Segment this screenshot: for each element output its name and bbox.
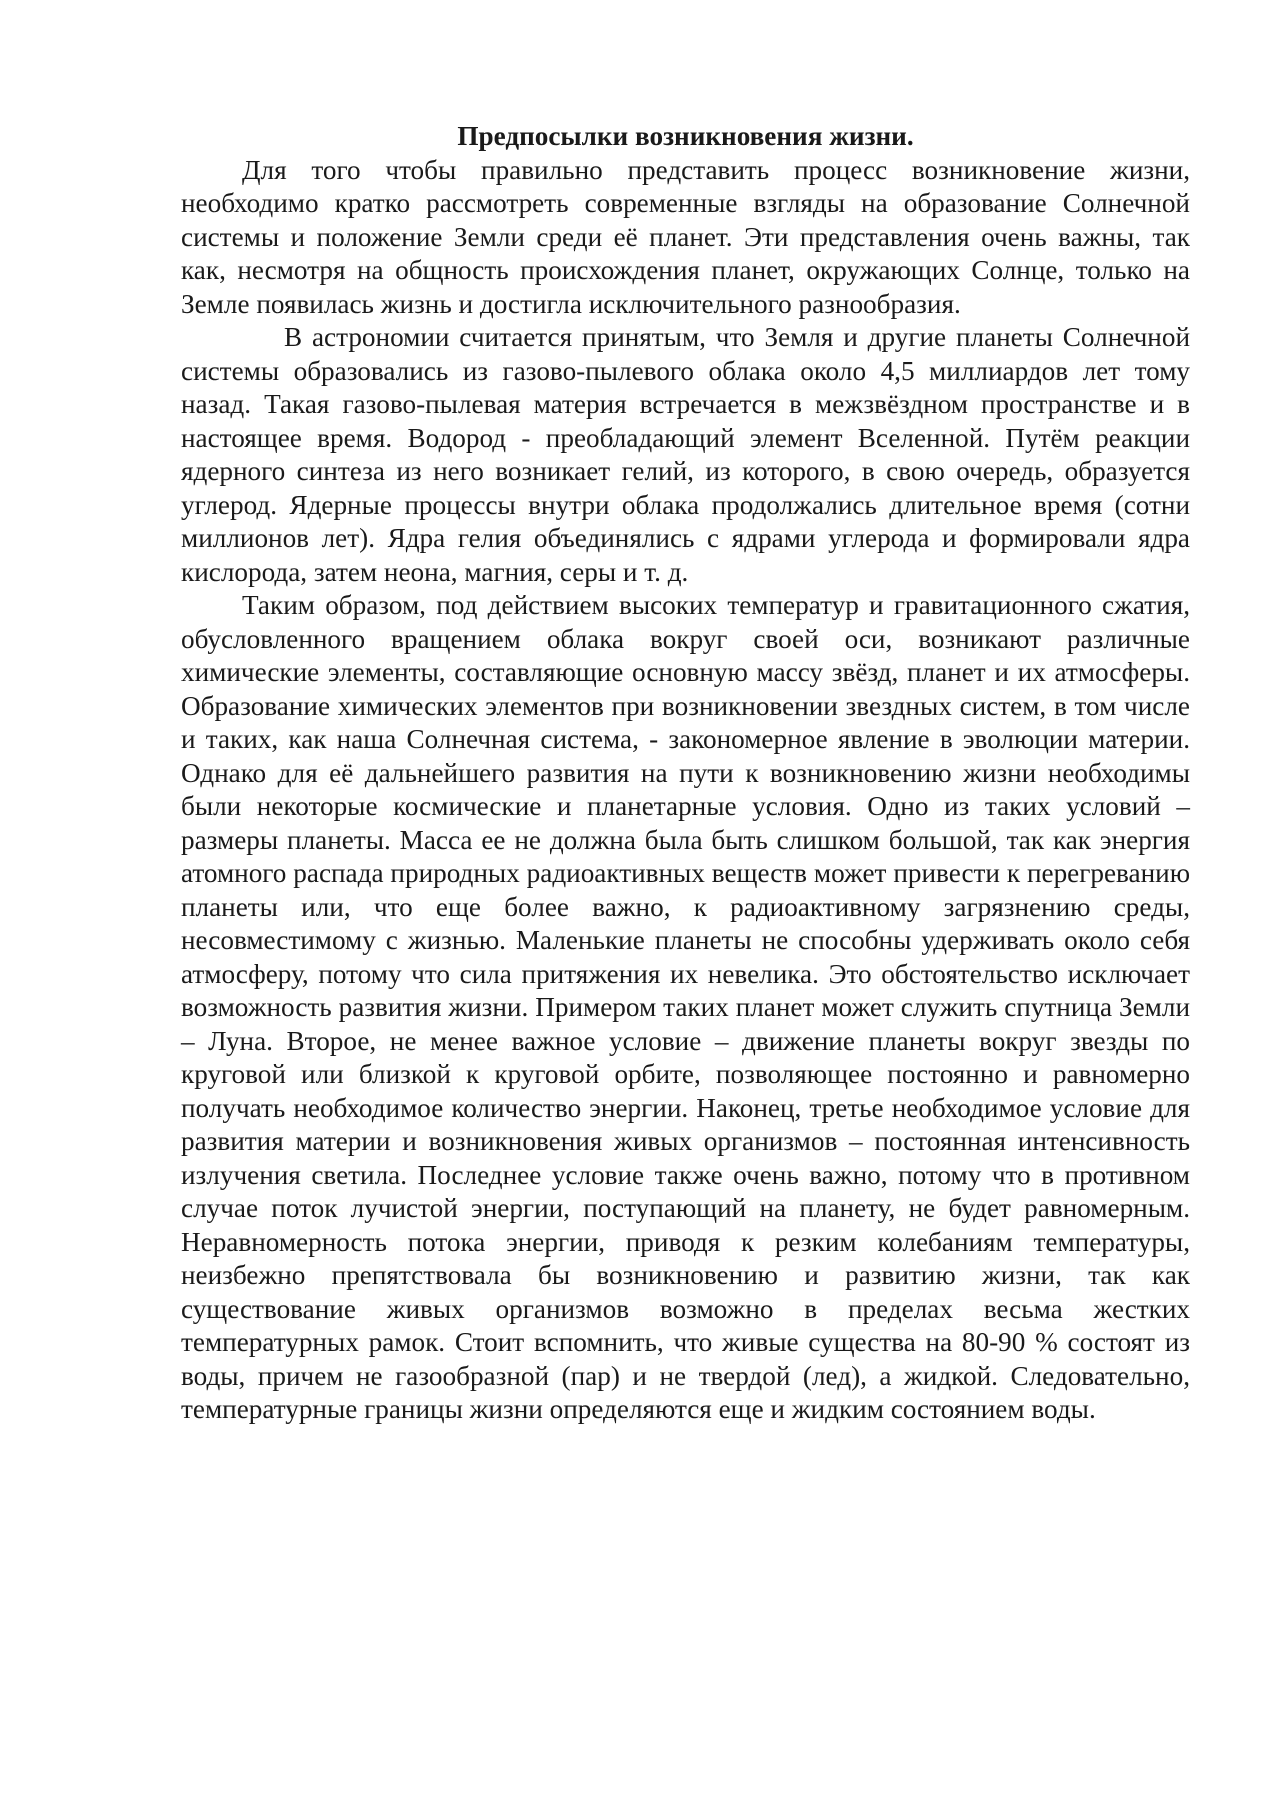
paragraph-1: Для того чтобы правильно представить процесс возникновение жизни, необходимо кратко рассмотреть современные взгляды на образование Солнечной системы и положение Земли среди её планет. Эти представления очень важны, так как, несмотря на общность происхождения планет, окружающих Солнце, только на Земле появилась жизнь и достигла исключительного разнообразия. [181,154,1190,319]
paragraph-2: В астрономии считается принятым, что Земля и другие планеты Солнечной системы образовались из газово-пылевого облака около 4,5 миллиардов лет тому назад. Такая газово-пылевая материя встречается в межзвёздном пространстве и в настоящее время. Водород - преобладающий элемент Вселенной. Путём реакции ядерного синтеза из него возникает гелий, из которого, в свою очередь, образуется углерод. Ядерные процессы внутри облака продолжались длительное время (сотни миллионов лет). Ядра гелия объединялись с ядрами углерода и формировали ядра кислорода, затем неона, магния, серы и т. д. [181,322,1190,587]
paragraph-3: Таким образом, под действием высоких температур и гравитационного сжатия, обусловленного вращением облака вокруг своей оси, возникают различные химические элементы, составляющие основную массу звёзд, планет и их атмосферы. Образование химических элементов при возникновении звездных систем, в том числе и таких, как наша Солнечная система, - закономерное явление в эволюции материи. Однако для её дальнейшего развития на пути к возникновению жизни необходимы были некоторые космические и планетарные условия. Одно из таких условий – размеры планеты. Масса ее не должна была быть слишком большой, так как энергия атомного распада природных радиоактивных веществ может привести к перегреванию планеты или, что еще более важно, к радиоактивному загрязнению среды, несовместимому с жизнью. Маленькие планеты не способны удерживать около себя атмосферу, потому что сила притяжения их невелика. Это обстоятельство исключает возможность развития жизни. Примером таких планет может служить спутница Земли – Луна. Второе, не менее важное условие – движение планеты вокруг звезды по круговой или близкой к круговой орбите, позволяющее постоянно и равномерно получать необходимое количество энергии. Наконец, третье необходимое условие для развития материи и возникновения живых организмов – постоянная интенсивность излучения светила. Последнее условие также очень важно, потому что в противном случае поток лучистой энергии, поступающий на планету, не будет равномерным. Неравномерность потока энергии, приводя к резким колебаниям температуры, неизбежно препятствовала бы возникновению и развитию жизни, так как существование живых организмов возможно в пределах весьма жестких температурных рамок. Стоит вспомнить, что живые существа на 80-90 % состоят из воды, причем не газообразной (пар) и не твердой (лед), а жидкой. Следовательно, температурные границы жизни определяются еще и жидким состоянием воды. [181,590,1190,1424]
document-title: Предпосылки возникновения жизни. [457,121,914,151]
document-body [181,120,1190,1427]
